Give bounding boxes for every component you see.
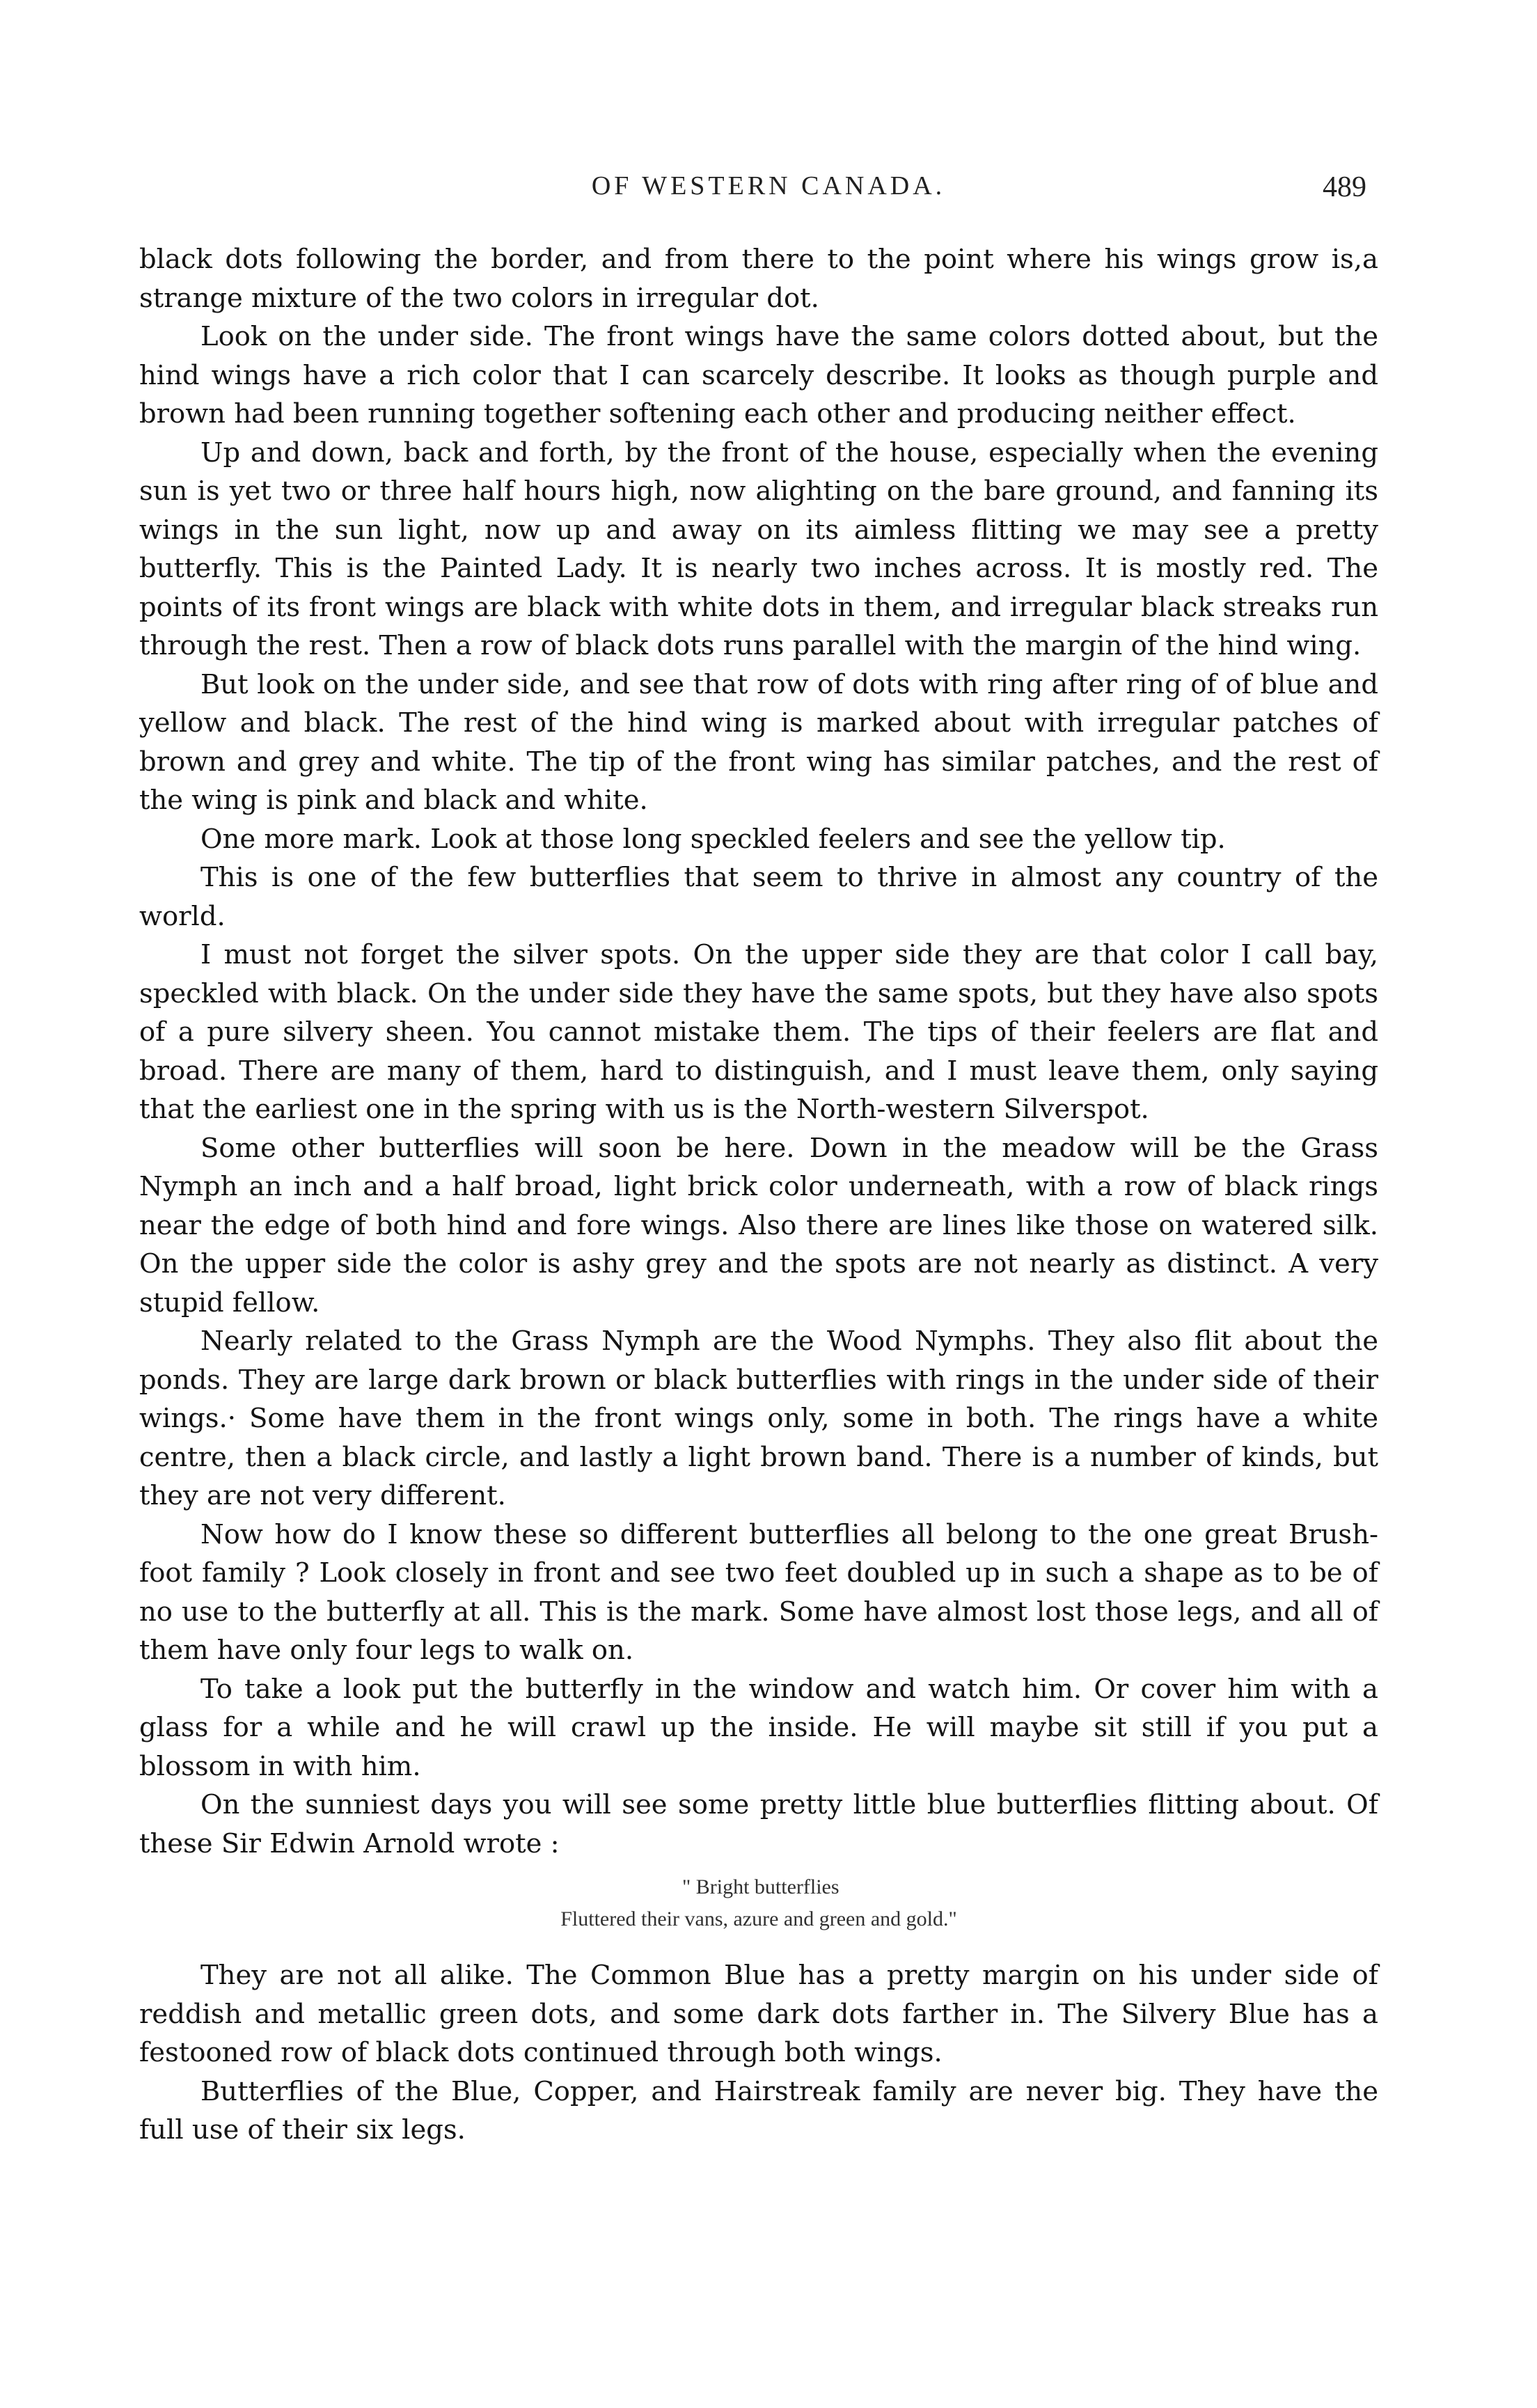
paragraph: Some other butterflies will soon be here. Down in the meadow will be the Grass Nymph an inch and a half broad, light brick color underneath, with a row of black rings near the edge of both hind and fore wings. Also there are lines like those on watered silk. On the upper side the color is ashy grey and the spots are not nearly as distinct. A very stupid fellow. (139, 1132, 1378, 1319)
body-text (139, 240, 1378, 2150)
running-head (0, 171, 1537, 212)
paragraph: One more mark. Look at those long speckled feelers and see the yellow tip. (200, 823, 1226, 855)
verse-quotation (139, 1871, 1378, 1935)
running-title: OF WESTERN CANADA. (591, 171, 946, 200)
paragraph: Up and down, back and forth, by the front of the house, especially when the evening sun is yet two or three half hours high, now alighting on the bare ground, and fanning its wings in the sun light, now up and away on its aimless flitting we may see a pretty butterfly. This is the Painted Lady. It is nearly two inches across. It is mostly red. The points of its front wings are black with white dots in them, and irregular black streaks run through the rest. Then a row of black dots runs parallel with the margin of the hind wing. (139, 436, 1378, 661)
paragraph: Butterflies of the Blue, Copper, and Hairstreak family are never big. They have the full use of their six legs. (139, 2075, 1378, 2146)
paragraph: But look on the under side, and see that row of dots with ring after ring of of blue and yellow and black. The rest of the hind wing is marked about with irregular patches of brown and grey and white. The tip of the front wing has similar patches, and the rest of the wing is pink and black and white. (139, 668, 1378, 816)
verse-line: Fluttered their vans, azure and green and gold." (560, 1907, 957, 1930)
paragraph: I must not forget the silver spots. On the upper side they are that color I call bay, speckled with black. On the under side they have the same spots, but they have also spots of a pure silvery sheen. You cannot mistake them. The tips of their feelers are flat and broad. There are many of them, hard to distinguish, and I must leave them, only saying that the earliest one in the spring with us is the North-western Silverspot. (139, 939, 1378, 1125)
paragraph: Nearly related to the Grass Nymph are the Wood Nymphs. They also flit about the ponds. They are large dark brown or black butterflies with rings in the under side of their wings.· Some have them in the front wings only, some in both. The rings have a white centre, then a black circle, and lastly a light brown band. There is a number of kinds, but they are not very different. (139, 1325, 1378, 1511)
paragraph: Now how do I know these so different butterflies all belong to the one great Brush-foot family ? Look closely in front and see two feet doubled up in such a shape as to be of no use to the butterfly at all. This is the mark. Some have almost lost those legs, and all of them have only four legs to walk on. (139, 1518, 1378, 1666)
paragraph: black dots following the border, and from there to the point where his wings grow is,a strange mixture of the two colors in irregular dot. (139, 244, 1378, 314)
paragraph: They are not all alike. The Common Blue has a pretty margin on his under side of reddish and metallic green dots, and some dark dots farther in. The Silvery Blue has a festooned row of black dots continued through both wings. (139, 1960, 1378, 2068)
page-number: 489 (1323, 171, 1366, 203)
paragraph: To take a look put the butterfly in the window and watch him. Or cover him with a glass for a while and he will crawl up the inside. He will maybe sit still if you put a blossom in with him. (139, 1673, 1378, 1782)
paragraph: On the sunniest days you will see some pretty little blue butterflies flitting about. Of these Sir Edwin Arnold wrote : (139, 1789, 1378, 1859)
paragraph: This is one of the few butterflies that seem to thrive in almost any country of the world. (139, 862, 1378, 932)
paragraph: Look on the under side. The front wings have the same colors dotted about, but the hind wings have a rich color that I can scarcely describe. It looks as though purple and brown had been running together softening each other and producing neither effect. (139, 321, 1378, 430)
verse-line: " Bright butterflies (682, 1875, 840, 1898)
